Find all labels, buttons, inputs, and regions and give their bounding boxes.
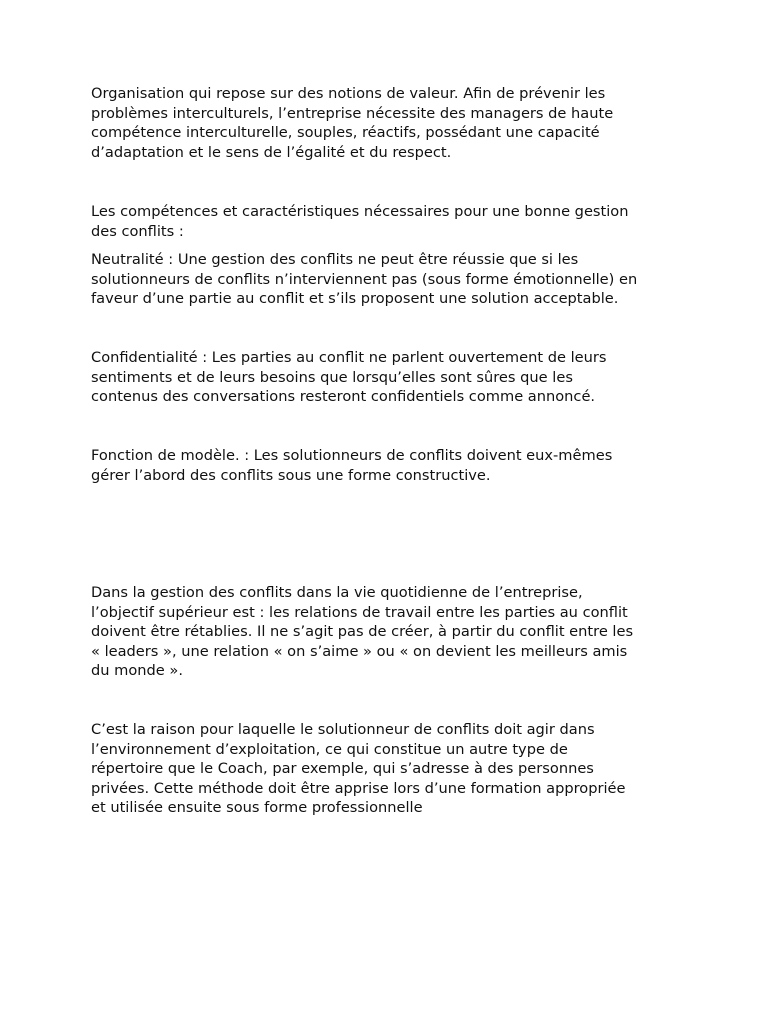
paragraph-neutralite: Neutralité : Une gestion des conflits ne peut être réussie que si les solutionneurs de conflits n’interviennent pas (sous forme émotionnelle) en faveur d’une partie au conflit et s’ils proposent une solution acceptable. <box>91 251 638 308</box>
paragraph-competences-heading: Les compétences et caractéristiques nécessaires pour une bonne gestion des conflits : <box>91 203 629 240</box>
paragraph-fonction-modele: Fonction de modèle. : Les solutionneurs de conflits doivent eux-mêmes gérer l’abord des conflits sous une forme constructive. <box>91 447 613 484</box>
paragraph-vie-quotidienne: Dans la gestion des conflits dans la vie quotidienne de l’entreprise, l’objectif supérieur est : les relations de travail entre les parties au conflit doivent être rétablies. Il ne s’agit pas de créer, à partir du conflit entre les « leaders », une relation « on s’aime » ou « on devient les meilleurs amis du monde ». <box>91 584 634 680</box>
paragraph-confidentialite: Confidentialité : Les parties au conflit ne parlent ouvertement de leurs sentiments et de leurs besoins que lorsqu’elles sont sûres que les contenus des conversations resteront confidentiels comme annoncé. <box>91 349 607 406</box>
paragraph-solutionneur-coach: C’est la raison pour laquelle le solutionneur de conflits doit agir dans l’environnement d’exploitation, ce qui constitue un autre type de répertoire que le Coach, par exemple, qui s’adresse à des personnes privées. Cette méthode doit être apprise lors d’une formation appropriée et utilisée ensuite sous forme professionnelle <box>91 721 626 817</box>
paragraph-intro-values: Organisation qui repose sur des notions de valeur. Afin de prévenir les problèmes interculturels, l’entreprise nécessite des managers de haute compétence interculturelle, souples, réactifs, possédant une capacité d’adaptation et le sens de l’égalité et du respect. <box>91 85 614 161</box>
